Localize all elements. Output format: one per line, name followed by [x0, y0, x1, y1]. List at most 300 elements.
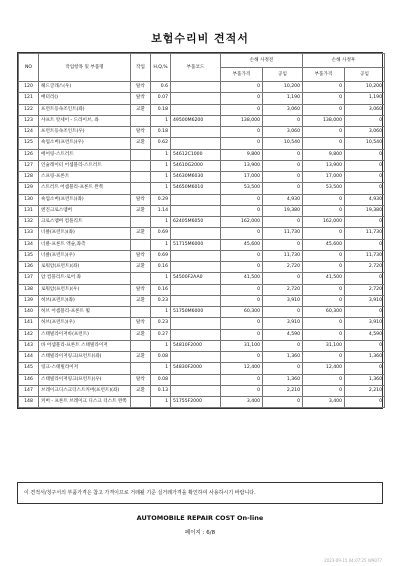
row-item: 프런트등속조인트(우)	[39, 127, 131, 138]
row-no: 138	[19, 284, 39, 295]
row-work: 교환	[131, 228, 151, 239]
table-row	[19, 228, 385, 239]
table-row	[19, 217, 385, 228]
row-before-labor: 0	[263, 115, 303, 126]
row-after-part-price: 31,100	[303, 340, 345, 351]
row-part-code	[171, 250, 221, 261]
row-hq: 0.27	[151, 329, 171, 340]
row-after-part-price: 162,000	[303, 217, 345, 228]
row-after-labor: 3,060	[345, 104, 385, 115]
row-after-labor: 11,730	[345, 250, 385, 261]
table-row	[19, 284, 385, 295]
row-after-part-price: 41,500	[303, 273, 345, 284]
row-work: 교환	[131, 262, 151, 273]
row-hq: 1	[151, 363, 171, 374]
header-after-assessment: 손해 사정후	[303, 54, 385, 68]
row-before-labor: 0	[263, 307, 303, 318]
row-item: 스태빌라이저바(프런트)	[39, 329, 131, 340]
row-before-labor: 0	[263, 340, 303, 351]
table-row	[19, 172, 385, 183]
row-before-part-price: 45,600	[221, 239, 263, 250]
row-after-part-price: 3,400	[303, 397, 345, 408]
row-before-labor: 2,210	[263, 385, 303, 396]
row-part-code	[171, 352, 221, 363]
row-after-labor: 0	[345, 183, 385, 194]
row-part-code	[171, 284, 221, 295]
row-work: 교환	[131, 138, 151, 149]
estimate-table-body	[19, 82, 385, 408]
row-before-part-price: 0	[221, 284, 263, 295]
row-after-labor: 0	[345, 239, 385, 250]
row-item: 브레이크디스크더스트커버(프런트)(좌)	[39, 385, 131, 396]
row-hq: 0.69	[151, 228, 171, 239]
row-work: 탈착	[131, 374, 151, 385]
row-hq: 1	[151, 172, 171, 183]
row-after-labor: 2,210	[345, 385, 385, 396]
table-row	[19, 183, 385, 194]
row-after-part-price: 9,800	[303, 149, 345, 160]
row-no: 120	[19, 82, 39, 93]
table-row	[19, 138, 385, 149]
header-before-labor: 공임	[263, 68, 303, 82]
row-after-labor: 10,540	[345, 138, 385, 149]
row-hq: 0.23	[151, 295, 171, 306]
row-work	[131, 363, 151, 374]
row-before-part-price: 41,500	[221, 273, 263, 284]
row-part-code	[171, 82, 221, 93]
table-row	[19, 93, 385, 104]
table-row	[19, 397, 385, 408]
row-no: 121	[19, 93, 39, 104]
row-after-part-price: 0	[303, 284, 345, 295]
row-work	[131, 239, 151, 250]
row-no: 146	[19, 374, 39, 385]
row-before-labor: 0	[263, 172, 303, 183]
row-work: 탈착	[131, 250, 151, 261]
row-before-labor: 0	[263, 273, 303, 284]
row-part-code	[171, 228, 221, 239]
row-before-part-price: 0	[221, 329, 263, 340]
row-work: 탈착	[131, 284, 151, 295]
row-before-part-price: 162,000	[221, 217, 263, 228]
row-after-part-price: 0	[303, 329, 345, 340]
row-after-part-price: 0	[303, 93, 345, 104]
row-after-part-price: 0	[303, 318, 345, 329]
row-before-part-price: 0	[221, 262, 263, 273]
row-item: 크로스멤버 컴플리트	[39, 217, 131, 228]
table-row	[19, 273, 385, 284]
print-timestamp: 2023-09-15 04:07:25 W9077	[324, 558, 382, 563]
row-before-part-price: 0	[221, 127, 263, 138]
row-item: 베어링-스트러트	[39, 149, 131, 160]
table-row	[19, 149, 385, 160]
row-no: 141	[19, 318, 39, 329]
row-before-part-price: 0	[221, 93, 263, 104]
row-before-labor: 1,360	[263, 374, 303, 385]
row-before-labor: 0	[263, 363, 303, 374]
row-before-part-price: 0	[221, 138, 263, 149]
row-no: 143	[19, 340, 39, 351]
row-part-code	[171, 329, 221, 340]
row-work: 탈착	[131, 318, 151, 329]
row-hq: 0.08	[151, 352, 171, 363]
row-no: 125	[19, 138, 39, 149]
price-notice: 이 견적서/청구서의 부품가격은 참고 가격이므로 거래될 기준 실거래가격을 확인하여 사용하시기 바랍니다.	[17, 482, 383, 504]
table-row	[19, 340, 385, 351]
row-before-part-price: 0	[221, 104, 263, 115]
row-before-labor: 4,590	[263, 329, 303, 340]
row-no: 131	[19, 205, 39, 216]
table-row	[19, 239, 385, 250]
row-part-code	[171, 194, 221, 205]
row-no: 130	[19, 194, 39, 205]
row-after-part-price: 17,000	[303, 172, 345, 183]
table-row	[19, 115, 385, 126]
row-before-labor: 3,910	[263, 318, 303, 329]
row-before-part-price: 13,900	[221, 160, 263, 171]
row-before-labor: 1,360	[263, 352, 303, 363]
row-no: 127	[19, 160, 39, 171]
row-after-labor: 0	[345, 397, 385, 408]
row-work: 교환	[131, 104, 151, 115]
row-no: 133	[19, 228, 39, 239]
row-after-part-price: 0	[303, 250, 345, 261]
row-before-part-price: 9,800	[221, 149, 263, 160]
row-after-labor: 3,910	[345, 295, 385, 306]
footer-title: AUTOMOBILE REPAIR COST On-line	[136, 514, 264, 522]
table-row	[19, 374, 385, 385]
row-hq: 0.08	[151, 374, 171, 385]
row-work: 교환	[131, 385, 151, 396]
row-item: 허브 어셈블리-프론트 휠	[39, 307, 131, 318]
row-part-code	[171, 318, 221, 329]
row-after-labor: 0	[345, 273, 385, 284]
row-no: 126	[19, 149, 39, 160]
row-before-part-price: 0	[221, 385, 263, 396]
row-after-part-price: 0	[303, 295, 345, 306]
row-no: 135	[19, 250, 39, 261]
row-before-part-price: 0	[221, 295, 263, 306]
table-row	[19, 250, 385, 261]
row-work: 교환	[131, 329, 151, 340]
row-hq: 1	[151, 183, 171, 194]
row-work: 교환	[131, 295, 151, 306]
row-no: 147	[19, 385, 39, 396]
row-before-labor: 3,060	[263, 127, 303, 138]
table-row	[19, 318, 385, 329]
table-row	[19, 127, 385, 138]
row-before-labor: 0	[263, 160, 303, 171]
table-row	[19, 385, 385, 396]
row-item: 엔진크로스멤버	[39, 205, 131, 216]
row-work	[131, 160, 151, 171]
row-item: 인슐레이터 어셈블리-스트러트	[39, 160, 131, 171]
row-item: 허브(프런트)(좌)	[39, 295, 131, 306]
estimate-table-container	[17, 52, 383, 409]
row-before-labor: 2,720	[263, 262, 303, 273]
row-work	[131, 397, 151, 408]
row-before-labor: 1,190	[263, 93, 303, 104]
row-before-part-price: 12,400	[221, 363, 263, 374]
row-after-labor: 19,380	[345, 205, 385, 216]
row-item: 프런트등속조인트(좌)	[39, 104, 131, 115]
row-item: 쇽업소버(프런트)(우)	[39, 138, 131, 149]
row-no: 123	[19, 115, 39, 126]
row-after-part-price: 53,500	[303, 183, 345, 194]
row-work	[131, 172, 151, 183]
row-work: 탈착	[131, 82, 151, 93]
row-item: 스태빌라이저링크(프런트)(우)	[39, 374, 131, 385]
row-no: 136	[19, 262, 39, 273]
row-hq: 0.29	[151, 194, 171, 205]
row-part-code	[171, 93, 221, 104]
row-part-code	[171, 205, 221, 216]
table-row	[19, 104, 385, 115]
row-work: 교환	[131, 205, 151, 216]
row-after-labor: 0	[345, 340, 385, 351]
document-title: 보험수리비 견적서	[151, 32, 249, 45]
row-no: 122	[19, 104, 39, 115]
row-item: 스프링-프론트	[39, 172, 131, 183]
header-after-labor: 공임	[345, 68, 385, 82]
row-item: 너클(프런트)(좌)	[39, 228, 131, 239]
row-no: 124	[19, 127, 39, 138]
row-hq: 1	[151, 397, 171, 408]
header-before-part-price: 부품가격	[221, 68, 263, 82]
row-item: 쇽업소버(프런트)(좌)	[39, 194, 131, 205]
row-hq: 0.07	[151, 93, 171, 104]
row-hq: 1	[151, 149, 171, 160]
row-no: 145	[19, 363, 39, 374]
row-no: 129	[19, 183, 39, 194]
header-item: 작업항목 및 부품명	[39, 54, 131, 82]
row-before-labor: 19,380	[263, 205, 303, 216]
row-after-part-price: 138,000	[303, 115, 345, 126]
row-before-part-price: 0	[221, 194, 263, 205]
row-item: 스트러트 어셈블리-프론트 완쪽	[39, 183, 131, 194]
row-before-part-price: 60,300	[221, 307, 263, 318]
row-after-part-price: 0	[303, 127, 345, 138]
row-before-labor: 0	[263, 217, 303, 228]
table-row	[19, 194, 385, 205]
row-before-labor: 0	[263, 183, 303, 194]
page-number: 페이지 : 6/8	[184, 530, 216, 536]
row-part-code: 54610G2000	[171, 160, 221, 171]
row-work: 탈착	[131, 127, 151, 138]
row-part-code	[171, 138, 221, 149]
row-part-code: 54650M6010	[171, 183, 221, 194]
row-item: 암 컴플리트-로어 좌	[39, 273, 131, 284]
row-hq: 1	[151, 239, 171, 250]
row-hq: 0.18	[151, 127, 171, 138]
row-before-labor: 10,200	[263, 82, 303, 93]
row-hq: 1	[151, 340, 171, 351]
row-before-part-price: 3,400	[221, 397, 263, 408]
row-after-labor: 0	[345, 160, 385, 171]
row-after-labor: 1,360	[345, 352, 385, 363]
row-item: 헤드글래스(우)	[39, 82, 131, 93]
row-hq: 1	[151, 160, 171, 171]
row-work	[131, 340, 151, 351]
row-item: 스태빌라이저링크(프런트)(좌)	[39, 352, 131, 363]
row-no: 139	[19, 295, 39, 306]
row-after-labor: 3,060	[345, 127, 385, 138]
row-item: 너클(프런트)(우)	[39, 250, 131, 261]
row-part-code: 62405M6050	[171, 217, 221, 228]
row-before-labor: 3,910	[263, 295, 303, 306]
row-after-labor: 1,190	[345, 93, 385, 104]
row-after-labor: 1,360	[345, 374, 385, 385]
row-after-labor: 3,910	[345, 318, 385, 329]
row-before-part-price: 31,100	[221, 340, 263, 351]
row-after-labor: 10,200	[345, 82, 385, 93]
row-after-part-price: 0	[303, 82, 345, 93]
row-hq: 1.14	[151, 205, 171, 216]
row-no: 128	[19, 172, 39, 183]
row-work	[131, 307, 151, 318]
row-part-code	[171, 374, 221, 385]
row-item: 바 어셈블리-프론트 스태빌라이저	[39, 340, 131, 351]
row-work	[131, 217, 151, 228]
estimate-table	[18, 53, 385, 408]
row-after-part-price: 0	[303, 205, 345, 216]
row-part-code: 54612C1000	[171, 149, 221, 160]
row-hq: 1	[151, 115, 171, 126]
row-before-part-price: 0	[221, 228, 263, 239]
header-work: 작업	[131, 54, 151, 82]
row-after-part-price: 60,300	[303, 307, 345, 318]
row-before-part-price: 0	[221, 250, 263, 261]
row-after-labor: 11,730	[345, 228, 385, 239]
row-work	[131, 115, 151, 126]
row-item: 로워암(프런트)(좌)	[39, 262, 131, 273]
row-item: 너클-프론트 액슬,좌측	[39, 239, 131, 250]
row-after-part-price: 0	[303, 352, 345, 363]
row-no: 134	[19, 239, 39, 250]
row-no: 137	[19, 273, 39, 284]
row-after-part-price: 0	[303, 104, 345, 115]
row-work: 탈착	[131, 93, 151, 104]
row-part-code: 54830F2000	[171, 363, 221, 374]
row-work	[131, 273, 151, 284]
row-part-code	[171, 385, 221, 396]
row-item: 링크-스태빌라이저	[39, 363, 131, 374]
row-before-part-price: 138,000	[221, 115, 263, 126]
row-no: 142	[19, 329, 39, 340]
row-after-part-price: 0	[303, 138, 345, 149]
row-work: 탈착	[131, 194, 151, 205]
row-after-part-price: 45,600	[303, 239, 345, 250]
row-after-part-price: 13,900	[303, 160, 345, 171]
row-before-labor: 0	[263, 239, 303, 250]
row-before-labor: 10,540	[263, 138, 303, 149]
row-part-code	[171, 127, 221, 138]
row-hq: 1	[151, 273, 171, 284]
row-item: 배터리()	[39, 93, 131, 104]
row-before-labor: 3,060	[263, 104, 303, 115]
row-item: 샤프트 앗세이 - 드라이브, 좌	[39, 115, 131, 126]
row-part-code: 49500M6200	[171, 115, 221, 126]
row-part-code: 54500F2AA0	[171, 273, 221, 284]
row-part-code: 51715M6000	[171, 239, 221, 250]
row-after-part-price: 0	[303, 374, 345, 385]
row-hq: 1	[151, 217, 171, 228]
table-row	[19, 295, 385, 306]
row-part-code: 51750M6000	[171, 307, 221, 318]
row-after-part-price: 12,400	[303, 363, 345, 374]
row-hq: 0.62	[151, 138, 171, 149]
header-part-code: 부품코드	[171, 54, 221, 82]
row-after-labor: 0	[345, 363, 385, 374]
table-row	[19, 160, 385, 171]
row-item: 커버 - 프론트 브레이크 디스크 더스트 완쪽	[39, 397, 131, 408]
row-before-labor: 2,720	[263, 284, 303, 295]
row-part-code: 51755F2000	[171, 397, 221, 408]
row-before-part-price: 0	[221, 82, 263, 93]
row-hq: 0.69	[151, 250, 171, 261]
table-row	[19, 262, 385, 273]
row-part-code	[171, 295, 221, 306]
row-hq: 0.16	[151, 284, 171, 295]
row-hq: 0.18	[151, 104, 171, 115]
header-no: NO	[19, 54, 39, 82]
row-item: 허브(프런트)(우)	[39, 318, 131, 329]
row-work: 교환	[131, 352, 151, 363]
row-before-part-price: 0	[221, 205, 263, 216]
row-after-labor: 4,930	[345, 194, 385, 205]
row-after-part-price: 0	[303, 262, 345, 273]
row-after-labor: 2,720	[345, 284, 385, 295]
table-row	[19, 82, 385, 93]
row-after-labor: 0	[345, 115, 385, 126]
row-work	[131, 149, 151, 160]
row-after-labor: 0	[345, 149, 385, 160]
table-row	[19, 352, 385, 363]
row-hq: 1	[151, 307, 171, 318]
header-before-assessment: 손해 사정전	[221, 54, 303, 68]
row-before-part-price: 0	[221, 352, 263, 363]
row-after-part-price: 0	[303, 228, 345, 239]
row-after-part-price: 0	[303, 385, 345, 396]
row-before-labor: 4,930	[263, 194, 303, 205]
row-before-part-price: 53,500	[221, 183, 263, 194]
row-hq: 0.16	[151, 262, 171, 273]
row-part-code: 54810F2000	[171, 340, 221, 351]
table-row	[19, 307, 385, 318]
header-after-part-price: 부품가격	[303, 68, 345, 82]
row-before-labor: 11,730	[263, 228, 303, 239]
row-before-labor: 0	[263, 397, 303, 408]
row-no: 140	[19, 307, 39, 318]
row-before-labor: 11,730	[263, 250, 303, 261]
row-part-code	[171, 104, 221, 115]
row-before-part-price: 0	[221, 374, 263, 385]
row-after-labor: 0	[345, 307, 385, 318]
row-after-labor: 0	[345, 172, 385, 183]
row-part-code	[171, 262, 221, 273]
table-row	[19, 205, 385, 216]
row-no: 144	[19, 352, 39, 363]
row-hq: 0.23	[151, 318, 171, 329]
row-item: 로워암(프런트)(우)	[39, 284, 131, 295]
row-before-labor: 0	[263, 149, 303, 160]
row-after-labor: 2,720	[345, 262, 385, 273]
row-no: 132	[19, 217, 39, 228]
row-part-code: 54630M6030	[171, 172, 221, 183]
row-no: 148	[19, 397, 39, 408]
row-hq: 0.13	[151, 385, 171, 396]
row-before-part-price: 17,000	[221, 172, 263, 183]
